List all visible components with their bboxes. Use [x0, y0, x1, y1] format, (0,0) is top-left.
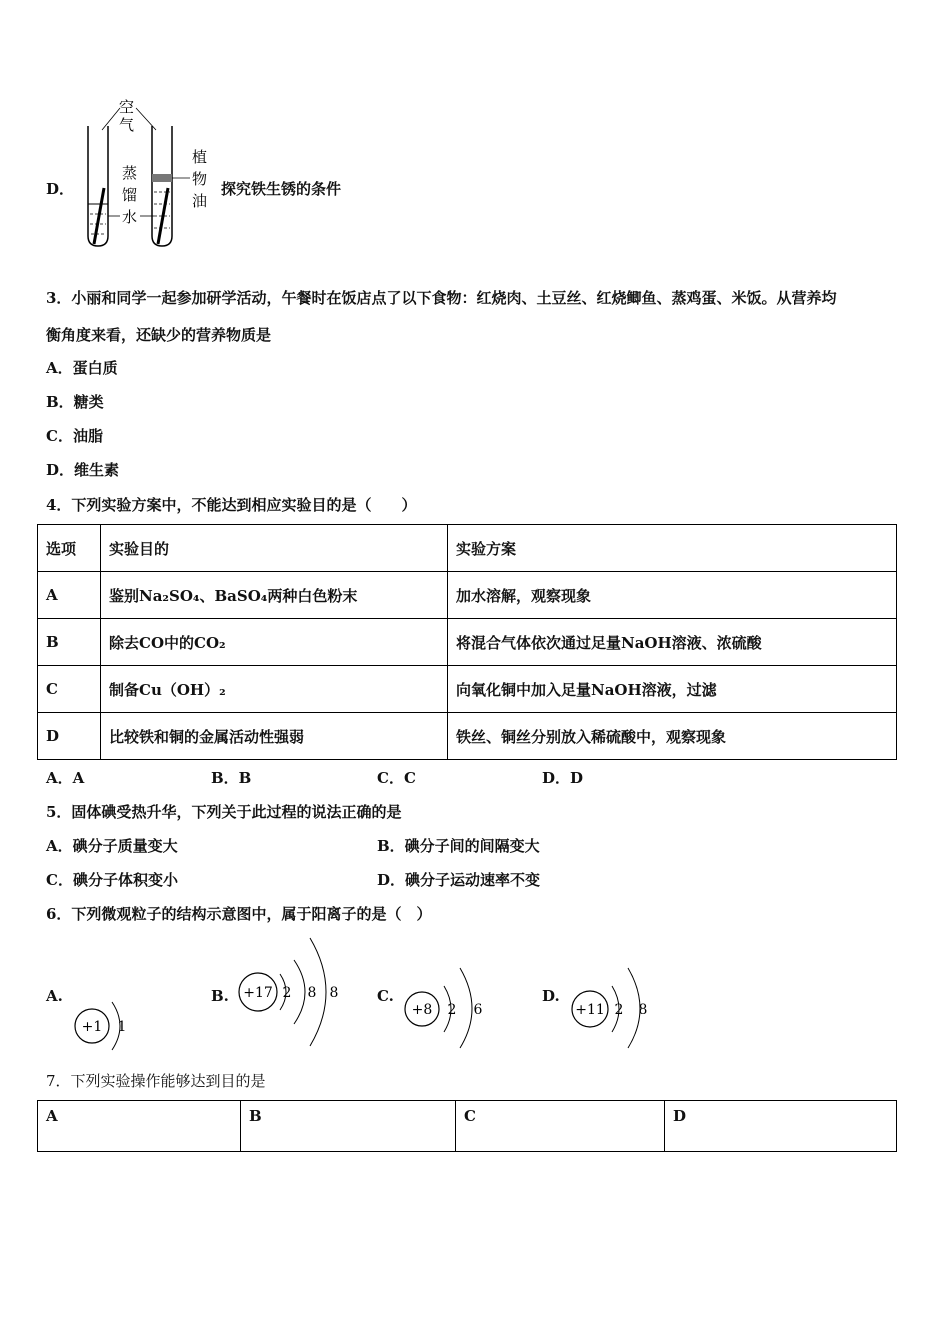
air-label-2: 气 [119, 116, 135, 134]
atom-diagram-d [568, 964, 658, 1050]
q6-option-a-letter[interactable]: A. [46, 987, 63, 1005]
table-cell: 除去CO中的CO₂ [101, 619, 448, 666]
atom-diagram-b [236, 930, 356, 1050]
rust-experiment-diagram [80, 96, 220, 256]
table-row [38, 713, 897, 760]
nucleus-a: +1 [81, 1019, 103, 1035]
nucleus-c: +8 [411, 1002, 433, 1018]
atom-diagram-a [70, 996, 140, 1052]
oil-label-3: 油 [192, 192, 208, 210]
nucleus-d: +11 [575, 1002, 605, 1018]
table-cell: A [38, 572, 101, 619]
q6-option-b-letter[interactable]: B. [211, 987, 229, 1005]
table-header[interactable]: D [665, 1101, 897, 1152]
table-cell: 鉴别Na₂SO₄、BaSO₄两种白色粉末 [101, 572, 448, 619]
table-cell: 向氧化铜中加入足量NaOH溶液，过滤 [448, 666, 897, 713]
atom-diagram-c [402, 964, 492, 1050]
water-label-2: 馏 [122, 186, 138, 204]
q3-stem-line1: 3．小丽和同学一起参加研学活动，午餐时在饭店点了以下食物：红烧肉、土豆丝、红烧鲫鱼、蒸鸡蛋、米饭。从营养均 [46, 289, 837, 307]
oil-label-2: 物 [192, 170, 208, 188]
table-header[interactable]: C [456, 1101, 665, 1152]
shell-d-2: 8 [638, 1002, 648, 1018]
table-cell: 铁丝、铜丝分别放入稀硫酸中，观察现象 [448, 713, 897, 760]
q2-option-d-letter: D． [46, 180, 75, 198]
shell-b-2: 8 [307, 985, 317, 1001]
q4-stem: 4．下列实验方案中，不能达到相应实验目的是（ ） [46, 496, 417, 514]
q7-table [37, 1100, 897, 1152]
table-header[interactable]: B [241, 1101, 456, 1152]
q7-stem: 7．下列实验操作能够达到目的是 [46, 1072, 266, 1090]
table-cell: D [38, 713, 101, 760]
q2-option-d-caption: 探究铁生锈的条件 [221, 180, 342, 198]
table-row [38, 572, 897, 619]
q6-option-d-letter[interactable]: D. [542, 987, 560, 1005]
q3-option-c[interactable]: C．油脂 [46, 427, 103, 445]
table-header: 选项 [38, 525, 101, 572]
water-label-3: 水 [122, 208, 138, 226]
q5-option-a[interactable]: A．碘分子质量变大 [46, 837, 178, 855]
q4-choice-b[interactable]: B．B [211, 769, 252, 787]
table-cell: 加水溶解，观察现象 [448, 572, 897, 619]
q3-option-b[interactable]: B．糖类 [46, 393, 104, 411]
q4-choice-c[interactable]: C．C [377, 769, 416, 787]
shell-a-1: 1 [117, 1019, 127, 1035]
q4-choice-a[interactable]: A．A [46, 769, 85, 787]
table-row [38, 619, 897, 666]
q3-option-d[interactable]: D．维生素 [46, 461, 120, 479]
oil-label-1: 植 [192, 148, 208, 166]
q4-choice-d[interactable]: D．D [542, 769, 584, 787]
table-cell: 比较铁和铜的金属活动性强弱 [101, 713, 448, 760]
nucleus-b: +17 [243, 985, 273, 1001]
table-cell: 将混合气体依次通过足量NaOH溶液、浓硫酸 [448, 619, 897, 666]
table-cell: C [38, 666, 101, 713]
q6-option-c-letter[interactable]: C. [377, 987, 394, 1005]
q5-stem: 5．固体碘受热升华，下列关于此过程的说法正确的是 [46, 803, 402, 821]
table-header[interactable]: A [38, 1101, 241, 1152]
table-header: 实验方案 [448, 525, 897, 572]
shell-c-1: 2 [447, 1002, 457, 1018]
air-label-1: 空 [119, 98, 135, 116]
q3-option-a[interactable]: A．蛋白质 [46, 359, 118, 377]
shell-b-1: 2 [282, 985, 292, 1001]
water-label-1: 蒸 [122, 164, 138, 182]
q5-option-d[interactable]: D．碘分子运动速率不变 [377, 871, 541, 889]
q5-option-b[interactable]: B．碘分子间的间隔变大 [377, 837, 540, 855]
shell-b-3: 8 [329, 985, 339, 1001]
shell-d-1: 2 [614, 1002, 624, 1018]
table-cell: 制备Cu（OH）₂ [101, 666, 448, 713]
table-row [38, 525, 897, 572]
q6-stem: 6．下列微观粒子的结构示意图中，属于阳离子的是（ ） [46, 905, 432, 923]
q3-stem-line2: 衡角度来看，还缺少的营养物质是 [46, 326, 272, 344]
q4-table [37, 524, 897, 760]
table-row [38, 666, 897, 713]
shell-c-2: 6 [473, 1002, 483, 1018]
table-row [38, 1101, 897, 1152]
table-header: 实验目的 [101, 525, 448, 572]
q5-option-c[interactable]: C．碘分子体积变小 [46, 871, 178, 889]
table-cell: B [38, 619, 101, 666]
